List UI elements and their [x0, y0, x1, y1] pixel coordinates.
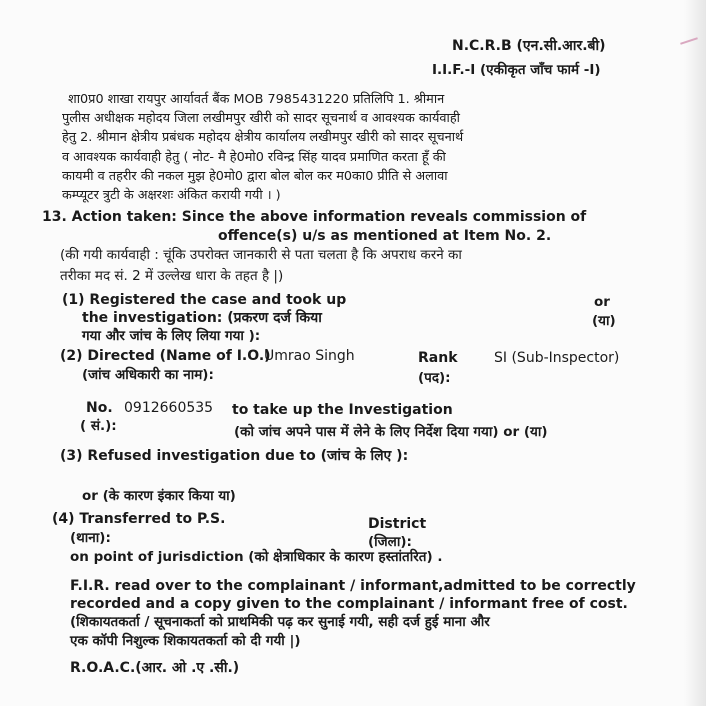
- no-label: No.: [86, 400, 113, 416]
- item1-line-1: (1) Registered the case and took up: [62, 292, 347, 308]
- take-up-hindi: (को जांच अपने पास में लेने के लिए निर्देश दिया गया) or (या): [234, 424, 548, 440]
- item4-transferred: (4) Transferred to P.S.: [52, 511, 226, 527]
- action-taken-line-2: offence(s) u/s as mentioned at Item No. 2.: [218, 228, 552, 244]
- hindi-paragraph-line-5: कायमी व तहरीर की नकल मुझ हे0मो0 द्वारा बोल बोल कर म0का0 प्रीति से अलावा: [62, 169, 448, 184]
- hindi-paragraph-line-1: शा0प्र0 शाखा रायपुर आर्यावर्त बैंक MOB 7985431220 प्रतिलिपि 1. श्रीमान: [68, 92, 445, 107]
- item1-or: or: [594, 294, 610, 310]
- rank-label-hindi: (पद):: [418, 370, 451, 386]
- iif-header: I.I.F.-I (एकीकृत जाँच फार्म -I): [432, 62, 601, 78]
- district-label: District: [368, 516, 427, 532]
- take-up-investigation: to take up the Investigation: [232, 402, 453, 418]
- item3-or-line: or (के कारण इंकार किया या): [82, 488, 236, 504]
- action-taken-hindi-1: (की गयी कार्यवाही : चूंकि उपरोक्त जानकारी से पता चलता है कि अपराध करने का: [60, 247, 462, 263]
- hindi-paragraph-line-2: पुलीस अधीक्षक महोदय जिला लखीमपुर खीरी को सादर सूचनार्थ व आवश्यक कार्यवाही: [62, 111, 460, 126]
- action-taken-hindi-2: तरीका मद सं. 2 में उल्लेख धारा के तहत है |): [60, 268, 284, 284]
- item2-directed-label: (2) Directed (Name of I.O.): [60, 348, 271, 364]
- rank-value: SI (Sub-Inspector): [494, 350, 620, 366]
- action-taken-line-1: 13. Action taken: Since the above information reveals commission of: [42, 209, 587, 225]
- fir-read-line-2: recorded and a copy given to the complainant / informant free of cost.: [70, 596, 628, 612]
- item1-line-2: the investigation: (प्रकरण दर्ज किया: [82, 310, 322, 326]
- hindi-paragraph-line-4: व आवश्यक कार्यवाही हेतु ( नोट- मै हे0मो0 रविन्द्र सिंह यादव प्रमाणित करता हूँ की: [62, 150, 446, 165]
- district-label-hindi: (जिला):: [368, 534, 412, 550]
- no-value: 0912660535: [124, 400, 214, 416]
- item1-or-hindi: (या): [592, 313, 616, 329]
- rank-label: Rank: [418, 350, 458, 366]
- page-edge-shadow: [684, 0, 706, 706]
- item2-label-hindi: (जांच अधिकारी का नाम):: [82, 367, 214, 383]
- fir-read-hindi-2: एक कॉपी निशुल्क शिकायतकर्ता को दी गयी |): [70, 633, 301, 649]
- hindi-paragraph-line-3: हेतु 2. श्रीमान क्षेत्रीय प्रबंधक महोदय क्षेत्रीय कार्यालय लखीमपुर खीरी को सादर सूचनार्थ: [62, 130, 464, 145]
- jurisdiction-line: on point of jurisdiction (को क्षेत्राधिकार के कारण हस्तांतरित) .: [70, 549, 443, 565]
- thana-label-hindi: (थाना):: [70, 530, 111, 546]
- ncrb-header: N.C.R.B (एन.सी.आर.बी): [452, 38, 606, 54]
- roac-line: R.O.A.C.(आर. ओ .ए .सी.): [70, 660, 240, 676]
- item1-line-3: गया और जांच के लिए लिया गया ):: [82, 328, 261, 344]
- fir-read-line-1: F.I.R. read over to the complainant / informant,admitted to be correctly: [70, 578, 636, 594]
- hindi-paragraph-line-6: कम्प्यूटर त्रुटी के अक्षरशः अंकित करायी गयी । ): [62, 188, 281, 203]
- item3-refused-line: (3) Refused investigation due to (जांच के लिए ):: [60, 448, 409, 464]
- fir-read-hindi-1: (शिकायतकर्ता / सूचनाकर्ता को प्राथमिकी पढ़ कर सुनाई गयी, सही दर्ज हुई माना और: [70, 614, 490, 630]
- no-label-hindi: ( सं.):: [80, 418, 117, 434]
- io-name: Umrao Singh: [264, 348, 355, 364]
